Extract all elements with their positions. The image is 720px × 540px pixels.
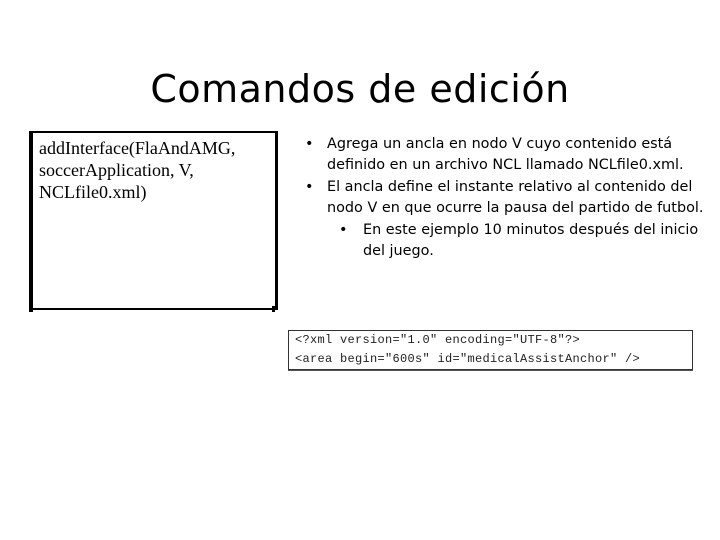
- xml-line: <?xml version="1.0" encoding="UTF-8"?>: [295, 333, 581, 347]
- bullet-item: [305, 177, 705, 220]
- bullet-marker: •: [305, 136, 314, 152]
- code-line: NCLfile0.xml): [39, 182, 147, 202]
- xml-line: <area begin="600s" id="medicalAssistAnchor" />: [295, 352, 641, 366]
- code-box-border-tail: [272, 306, 275, 312]
- code-box-border-tail: [29, 306, 33, 312]
- bullet-marker: •: [339, 221, 348, 238]
- bullet-marker: •: [305, 178, 314, 195]
- code-text: [39, 137, 275, 203]
- sub-bullet-item: [305, 220, 705, 263]
- bullet-list: [305, 134, 705, 262]
- code-line: soccerApplication, V,: [39, 160, 194, 180]
- code-line: addInterface(FlaAndAMG,: [39, 138, 236, 158]
- bullet-text: Agrega un ancla en nodo V cuyo contenido está definido en un archivo NCL llamado NCLfile0.xml.: [327, 136, 684, 174]
- slide-title: Comandos de edición: [150, 67, 570, 112]
- bullet-item: [305, 134, 705, 177]
- xml-snippet-box: [288, 330, 693, 370]
- bullet-text: En este ejemplo 10 minutos después del inicio del juego.: [363, 221, 699, 260]
- bullet-text: El ancla define el instante relativo al contenido del nodo V en que ocurre la pausa del partido de futbol.: [327, 178, 704, 217]
- code-box: [29, 131, 278, 310]
